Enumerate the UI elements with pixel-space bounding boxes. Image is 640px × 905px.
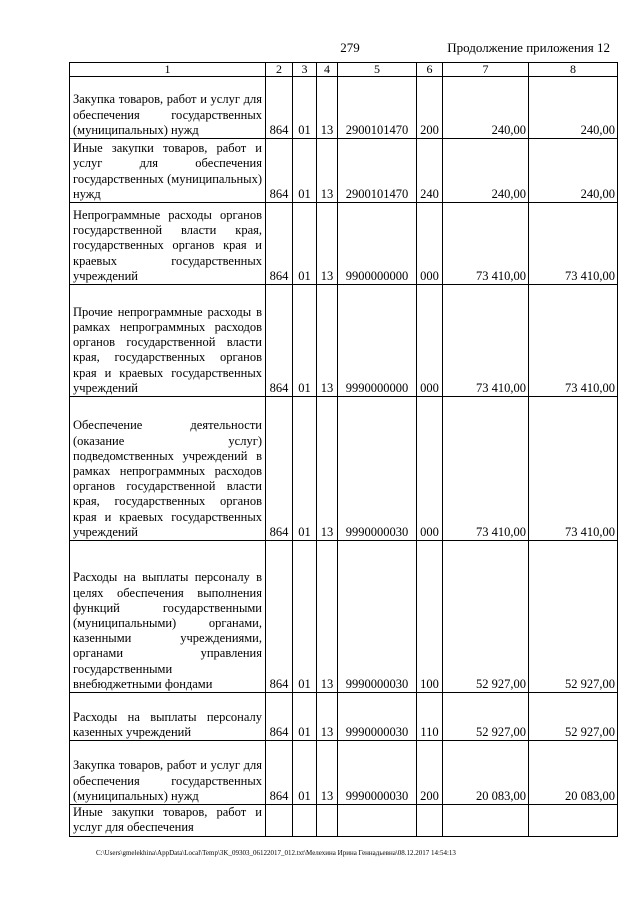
row-name: Иные закупки товаров, работ и услуг для обеспечения государственных (муниципальных) нужд bbox=[70, 139, 266, 203]
row-sum-2: 20 083,00 bbox=[529, 741, 618, 805]
row-name: Расходы на выплаты персоналу в целях обеспечения выполнения функций государственными (муниципальными) органами, казенными учреждениями, органами управления государственными внебюджетными фондами bbox=[70, 541, 266, 693]
row-name: Прочие непрограммные расходы в рамках непрограммных расходов органов государственной власти края, государственных органов края и краевых государственных учреждений bbox=[70, 285, 266, 397]
row-ved: 864 bbox=[266, 741, 293, 805]
row-csr: 9900000000 bbox=[338, 203, 417, 285]
row-ved: 864 bbox=[266, 203, 293, 285]
row-sum-2: 73 410,00 bbox=[529, 203, 618, 285]
table-row bbox=[70, 541, 618, 693]
row-sum-2: 52 927,00 bbox=[529, 693, 618, 741]
file-path-footer: C:\Users\gmelekhina\AppData\Local\Temp\3K_09303_06122017_012.txt\Мелехина Ирина Геннадьевна\08.12.2017 14:54:13 bbox=[96, 849, 456, 857]
row-ved: 864 bbox=[266, 693, 293, 741]
row-rz: 01 bbox=[293, 285, 317, 397]
continuation-label: Продолжение приложения 12 bbox=[447, 40, 610, 55]
row-rz: 01 bbox=[293, 693, 317, 741]
row-vr bbox=[417, 805, 443, 837]
row-pr: 13 bbox=[317, 693, 338, 741]
row-name: Непрограммные расходы органов государственной власти края, государственных органов края и краевых государственных учреждений bbox=[70, 203, 266, 285]
row-sum-1: 52 927,00 bbox=[443, 541, 529, 693]
row-sum-1: 240,00 bbox=[443, 139, 529, 203]
column-header: 1 bbox=[70, 63, 266, 77]
row-vr: 100 bbox=[417, 541, 443, 693]
row-vr: 200 bbox=[417, 741, 443, 805]
table-row bbox=[70, 285, 618, 397]
row-vr: 110 bbox=[417, 693, 443, 741]
row-vr: 200 bbox=[417, 77, 443, 139]
row-rz: 01 bbox=[293, 741, 317, 805]
row-sum-2: 52 927,00 bbox=[529, 541, 618, 693]
row-sum-1: 240,00 bbox=[443, 77, 529, 139]
row-sum-2 bbox=[529, 805, 618, 837]
row-csr bbox=[338, 805, 417, 837]
table-row bbox=[70, 805, 618, 837]
row-rz: 01 bbox=[293, 77, 317, 139]
table-row bbox=[70, 139, 618, 203]
row-pr bbox=[317, 805, 338, 837]
table-header-row bbox=[70, 63, 618, 77]
row-pr: 13 bbox=[317, 77, 338, 139]
table-row bbox=[70, 203, 618, 285]
row-csr: 9990000030 bbox=[338, 741, 417, 805]
column-header: 7 bbox=[443, 63, 529, 77]
column-header: 4 bbox=[317, 63, 338, 77]
table-row bbox=[70, 741, 618, 805]
row-csr: 9990000030 bbox=[338, 541, 417, 693]
table-row bbox=[70, 397, 618, 541]
row-ved: 864 bbox=[266, 139, 293, 203]
column-header: 3 bbox=[293, 63, 317, 77]
row-rz: 01 bbox=[293, 139, 317, 203]
page-number: 279 bbox=[340, 40, 360, 55]
row-name: Обеспечение деятельности (оказание услуг) подведомственных учреждений в рамках непрограммных расходов органов государственной власти края, государственных органов края и краевых государственных учреждений bbox=[70, 397, 266, 541]
row-name: Иные закупки товаров, работ и услуг для обеспечения bbox=[70, 805, 266, 837]
row-vr: 240 bbox=[417, 139, 443, 203]
row-pr: 13 bbox=[317, 741, 338, 805]
row-rz: 01 bbox=[293, 541, 317, 693]
row-rz: 01 bbox=[293, 397, 317, 541]
row-name: Закупка товаров, работ и услуг для обеспечения государственных (муниципальных) нужд bbox=[70, 741, 266, 805]
row-csr: 2900101470 bbox=[338, 77, 417, 139]
row-ved bbox=[266, 805, 293, 837]
row-sum-2: 240,00 bbox=[529, 139, 618, 203]
row-vr: 000 bbox=[417, 397, 443, 541]
row-sum-1: 73 410,00 bbox=[443, 397, 529, 541]
budget-table bbox=[69, 62, 618, 837]
row-sum-2: 73 410,00 bbox=[529, 285, 618, 397]
row-ved: 864 bbox=[266, 285, 293, 397]
row-sum-2: 73 410,00 bbox=[529, 397, 618, 541]
row-ved: 864 bbox=[266, 541, 293, 693]
row-name: Закупка товаров, работ и услуг для обеспечения государственных (муниципальных) нужд bbox=[70, 77, 266, 139]
row-pr: 13 bbox=[317, 541, 338, 693]
row-pr: 13 bbox=[317, 397, 338, 541]
row-csr: 9990000000 bbox=[338, 285, 417, 397]
row-csr: 9990000030 bbox=[338, 397, 417, 541]
row-sum-1: 20 083,00 bbox=[443, 741, 529, 805]
row-csr: 2900101470 bbox=[338, 139, 417, 203]
row-rz bbox=[293, 805, 317, 837]
row-vr: 000 bbox=[417, 203, 443, 285]
row-pr: 13 bbox=[317, 203, 338, 285]
row-vr: 000 bbox=[417, 285, 443, 397]
row-csr: 9990000030 bbox=[338, 693, 417, 741]
row-name: Расходы на выплаты персоналу казенных учреждений bbox=[70, 693, 266, 741]
row-sum-1: 73 410,00 bbox=[443, 285, 529, 397]
column-header: 8 bbox=[529, 63, 618, 77]
column-header: 2 bbox=[266, 63, 293, 77]
row-sum-1 bbox=[443, 805, 529, 837]
table-row bbox=[70, 77, 618, 139]
row-sum-1: 52 927,00 bbox=[443, 693, 529, 741]
row-pr: 13 bbox=[317, 285, 338, 397]
row-ved: 864 bbox=[266, 77, 293, 139]
column-header: 5 bbox=[338, 63, 417, 77]
row-ved: 864 bbox=[266, 397, 293, 541]
row-sum-1: 73 410,00 bbox=[443, 203, 529, 285]
row-pr: 13 bbox=[317, 139, 338, 203]
table-row bbox=[70, 693, 618, 741]
row-sum-2: 240,00 bbox=[529, 77, 618, 139]
column-header: 6 bbox=[417, 63, 443, 77]
row-rz: 01 bbox=[293, 203, 317, 285]
